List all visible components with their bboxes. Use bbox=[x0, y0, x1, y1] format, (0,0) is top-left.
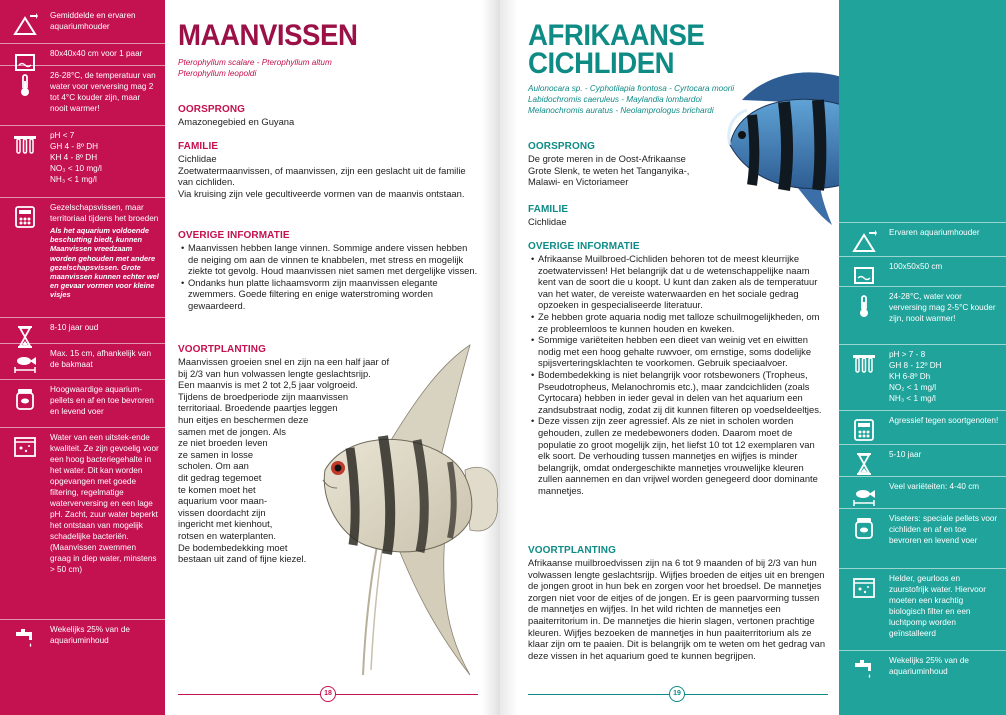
sidebar-text: 5-10 jaar bbox=[889, 450, 922, 459]
left-sidebar bbox=[0, 0, 165, 715]
water-quality-icon bbox=[8, 432, 42, 460]
sidebar-text: 80x40x40 cm voor 1 paar bbox=[50, 49, 143, 58]
sidebar-row-size bbox=[839, 477, 1006, 509]
sidebar-row-age bbox=[839, 445, 1006, 477]
bullet-item: • Maanvissen hebben lange vinnen. Sommige andere vissen hebben de neiging om aan de vinnen te knabbelen, met stress en mogelijk ziekte tot gevolg. Houd maanvissen niet samen met dergelijke vissen. bbox=[178, 242, 478, 277]
section-oorsprong bbox=[178, 104, 483, 128]
right-sidebar bbox=[839, 0, 1006, 715]
page-title: MAANVISSEN bbox=[178, 19, 358, 52]
sidebar-text: Ervaren aquariumhouder bbox=[889, 228, 980, 237]
sidebar-row-age bbox=[0, 318, 165, 344]
page-number: 18 bbox=[320, 686, 336, 702]
tank-size-icon bbox=[847, 261, 881, 289]
section-oorsprong: OORSPRONG De grote meren in de Oost-Afrikaanse Grote Slenk, te weten het Tanganyika-, Malawi- en Victoriameer bbox=[528, 141, 738, 188]
thermometer-icon bbox=[847, 291, 881, 319]
faucet-icon bbox=[847, 655, 881, 683]
sidebar-row-experience bbox=[0, 6, 165, 44]
sidebar-row-experience bbox=[839, 223, 1006, 257]
latin-names: Pterophyllum scalare - Pterophyllum altum Pterophyllum leopoldi bbox=[178, 58, 332, 78]
sidebar-text: pH > 7 - 8 GH 8 - 12º DH KH 6-8º Dh NO₂ < 1 mg/l NH₃ < 1 mg/l bbox=[889, 350, 942, 403]
sidebar-row-tank bbox=[839, 257, 1006, 287]
sidebar-emphasis: Als het aquarium voldoende beschutting biedt, kunnen Maanvissen vreedzaam worden gehouden met andere gezelschapsvissen. Grote maanvissen kunnen echter wel en gevaar vormen voor kleine visjes bbox=[50, 226, 159, 300]
fish-size-icon bbox=[847, 481, 881, 509]
food-can-icon bbox=[8, 384, 42, 412]
sidebar-text: Hoogwaardige aquarium-pellets en af en toe bevroren en levend voer bbox=[50, 385, 154, 416]
section-familie: FAMILIE Cichlidae Zoetwatermaanvissen, of maanvissen, zijn een geslacht uit de familie van cichliden. Via kruising zijn vele gecultiveerde vormen van de maanvis ontstaan. bbox=[178, 141, 468, 199]
sidebar-row-water-change bbox=[0, 620, 165, 656]
section-heading: VOORTPLANTING bbox=[528, 545, 616, 556]
social-icon bbox=[8, 202, 42, 230]
bullet-item: • Sommige variëteiten hebben een dieet van weinig vet en eiwitten nodig met een hoog gehalte ruwvoer, om ernstige, soms dodelijke spijsverteringsklachten te voorkomen. Gebruik speciaalvoer. bbox=[528, 334, 828, 369]
hourglass-icon bbox=[847, 449, 881, 477]
sidebar-text: 24-28°C, water voor verversing mag 2-5°C kouder zijn, nooit warmer! bbox=[889, 292, 996, 323]
sidebar-text: Veel variëteiten: 4-40 cm bbox=[889, 482, 980, 491]
sidebar-text: Water van een uitstek-ende kwaliteit. Ze zijn gevoelig voor een hoog bacteriegehalte in het water. Dit kan worden opgevangen met goede filtering, regelmatige waterverversing en een lage pH. Zacht, zuur water beperkt het ontstaan van mogelijk schadelijke bacteriën. (Maanvissen zwemmen graag in diep water, minstens > 50 cm) bbox=[50, 433, 159, 574]
faucet-icon bbox=[8, 624, 42, 652]
sidebar-text: Agressief tegen soortgenoten! bbox=[889, 416, 999, 425]
section-overige-informatie bbox=[178, 230, 478, 312]
page-number: 19 bbox=[669, 686, 685, 702]
water-quality-icon bbox=[847, 573, 881, 601]
sidebar-text: Gezelschapsvissen, maar territoriaal tijdens het broeden Als het aquarium voldoende beschutting biedt, kunnen Maanvissen vreedzaam worden gehouden met andere gezelschapsvissen. Grote maanvissen kunnen echter wel en gevaar vormen voor kleine visjes bbox=[50, 203, 159, 300]
sidebar-row-temperature bbox=[0, 66, 165, 126]
right-page bbox=[500, 0, 839, 715]
sidebar-text: 100x50x50 cm bbox=[889, 262, 943, 271]
sidebar-text: Helder, geurloos en zuurstofrijk water. Hiervoor moeten een krachtig biologisch filter en een luchtpomp worden geïnstalleerd bbox=[889, 574, 986, 638]
sidebar-row-size bbox=[0, 344, 165, 380]
section-voortplanting: VOORTPLANTING Maanvissen groeien snel en zijn na een half jaar of bij 2/3 van hun volwassen lengte geslachtsrijp. Een maanvis is met 2 tot 2,5 jaar volgroeid. Tijdens de broedperiode zijn maanvissen territoriaal. Broedende paartjes leggen hun eitjes en beschermen deze samen met de jongen. Als ze niet broeden leven ze samen in losse scholen. Om aan dit gedrag tegemoet te komen moet het aquarium voor maan- vissen doordacht zijn ingericht met kienhout, rotsen en waterplanten. De bodembedekking moet bestaan uit zand of fijne kiezel. bbox=[178, 344, 483, 565]
bullet-item: • Ondanks hun platte lichaamsvorm zijn maanvissen elegante zwemmers. Goede filtering en enige waterstroming worden gewaardeerd. bbox=[178, 277, 478, 312]
fish-size-icon bbox=[8, 348, 42, 376]
sidebar-text: Wekelijks 25% van de aquariuminhoud bbox=[50, 625, 130, 645]
section-heading: OORSPRONG bbox=[178, 104, 246, 115]
section-heading: OVERIGE INFORMATIE bbox=[178, 230, 290, 241]
page-title: AFRIKAANSE CICHLIDEN bbox=[528, 19, 705, 80]
latin-names: Aulonocara sp. - Cyphotilapia frontosa - Cyrtocara moorii Labidochromis caeruleus - Maylandia lombardoi Melanochromis auratus - Neolamprologus brichardi bbox=[528, 84, 735, 115]
sidebar-text: Wekelijks 25% van de aquariuminhoud bbox=[889, 656, 969, 676]
sidebar-row-water-quality bbox=[839, 569, 1006, 651]
test-tubes-icon bbox=[8, 130, 42, 158]
sidebar-row-social bbox=[0, 198, 165, 318]
sidebar-row-water-change bbox=[839, 651, 1006, 685]
cichlid-image bbox=[722, 60, 842, 230]
group-icon bbox=[847, 227, 881, 255]
sidebar-text: Gemiddelde en ervaren aquariumhouder bbox=[50, 11, 136, 31]
sidebar-row-temperature bbox=[839, 287, 1006, 345]
sidebar-text: Max. 15 cm, afhankelijk van de bakmaat bbox=[50, 349, 152, 369]
test-tubes-icon bbox=[847, 349, 881, 377]
section-overige-informatie bbox=[528, 241, 828, 496]
section-familie bbox=[528, 204, 728, 228]
sidebar-text: Viseters: speciale pellets voor cichliden en af en toe bevroren en levend voer bbox=[889, 514, 998, 545]
section-heading: OORSPRONG bbox=[528, 141, 596, 152]
bullet-item: • Ze hebben grote aquaria nodig met talloze schuilmogelijkheden, om ze probleemloos te kunnen houden en kweken. bbox=[528, 311, 828, 334]
bullet-item: • Bodembedekking is niet belangrijk voor rotsbewoners (Tropheus, Pseudotropheus, Melanochromis etc.), maar zandcichliden (zoals Cyrtocara) hebben in ieder geval in delen van het aquarium een zandsubstraat nodig, zodat zij dit kunnen filteren op voedseldeeltjes. bbox=[528, 369, 828, 415]
angelfish-image bbox=[265, 340, 505, 680]
sidebar-row-water-values bbox=[0, 126, 165, 198]
sidebar-row-water-quality bbox=[0, 428, 165, 620]
sidebar-row-food bbox=[839, 509, 1006, 569]
section-heading: VOORTPLANTING bbox=[178, 344, 266, 355]
bullet-item: • Afrikaanse Muilbroed-Cichliden behoren tot de meest kleurrijke zoetwatervissen! Het belangrijk dat u de wetenschappelijke naam kent van de soort die u koopt. U kunt dan zaken als de temperatuur van het water, de vereiste waterwaarden en het sociale gedrag opzoeken in gespecialiseerde literatuur. bbox=[528, 253, 828, 311]
section-heading: FAMILIE bbox=[178, 141, 219, 152]
section-text: Cichlidae bbox=[528, 216, 567, 227]
section-heading: OVERIGE INFORMATIE bbox=[528, 241, 640, 252]
bullet-item: • Deze vissen zijn zeer agressief. Als ze niet in scholen worden gehouden, zullen ze medebewoners doden. Daarom moet de populatie zo groot mogelijk zijn, het liefst 10 tot 12 exemplaren van elk soort. De verhouding tussen mannetjes en wijfjes is minder belangrijk, omdat ondergeschikte mannetjes vrouwelijke kleuren zullen aannemen en dan vrijwel worden genegeerd door dominante mannetjes. bbox=[528, 415, 828, 496]
social-icon bbox=[847, 415, 881, 443]
sidebar-text: pH < 7 GH 4 - 8º DH KH 4 - 8º DH NO₃ < 10 mg/l NH₃ < 1 mg/l bbox=[50, 131, 102, 184]
section-heading: FAMILIE bbox=[528, 204, 569, 215]
section-voortplanting bbox=[528, 545, 828, 661]
sidebar-text: 8-10 jaar oud bbox=[50, 323, 99, 332]
sidebar-row-tank bbox=[0, 44, 165, 66]
group-icon bbox=[8, 10, 42, 38]
section-text: Amazonegebied en Guyana bbox=[178, 116, 295, 127]
sidebar-text: 26-28°C, de temperatuur van water voor verversing mag 2 tot 4°C kouder zijn, maar nooit warmer! bbox=[50, 71, 156, 113]
food-can-icon bbox=[847, 513, 881, 541]
section-text: Afrikaanse muilbroedvissen zijn na 6 tot 9 maanden of bij 2/3 van hun volwassen lengte geslachtsrijp. Wijfjes broeden de eitjes uit en brengen de jongen groot in hun bek en zorgen voor het broedsel. De mannetjes zorgen niet voor de eitjes of de jongen. Er is geen paarvorming tussen de mannetjes en wijfjes. In het wild richten de mannetjes een paaiterritorium in. De mannetjes die hierin slagen, vertonen prachtige kleuren. Wijfjes bezoeken de mannetjes in hun paaiterritorium als ze klaar zijn om te paaien. Dit is belangrijk om te weten om het gedrag van deze vissen in het aquarium goed te kunnen begrijpen. bbox=[528, 557, 826, 661]
sidebar-row-water-values bbox=[839, 345, 1006, 411]
sidebar-row-food bbox=[0, 380, 165, 428]
hourglass-icon bbox=[8, 322, 42, 350]
sidebar-row-social bbox=[839, 411, 1006, 445]
thermometer-icon bbox=[8, 70, 42, 98]
left-page bbox=[165, 0, 500, 715]
